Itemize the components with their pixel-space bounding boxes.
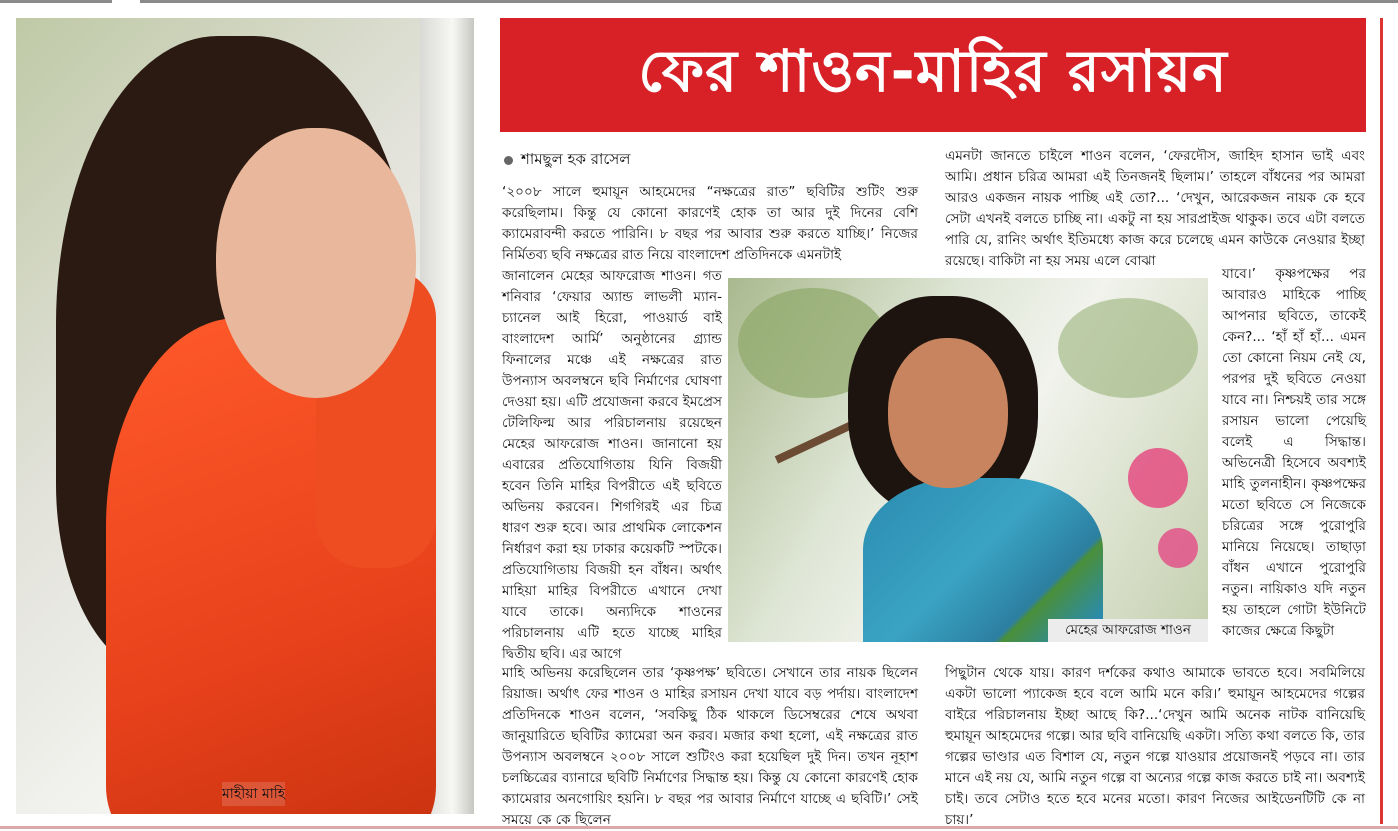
photo-flower — [1128, 448, 1188, 508]
top-rule-left — [0, 0, 112, 3]
article-paragraph-4: এমনটা জানতে চাইলে শাওন বলেন, ‘ফেরদৌস, জাহিদ হাসান ভাই এবং আমি। প্রধান চরিত্র আমরা এই তিনজনই ছিলাম।’ তাহলে বাঁধনের পর আমরা আরও একজন নায়ক পাচ্ছি এই তো?... ‘দেখুন, আরেকজন নায়ক কে হবে সেটা এখনই বলতে চাচ্ছি না। একটু না হয় সারপ্রাইজ থাকুক। তবে এটা বলতে পারি যে, রানিং অর্থাৎ ইতিমধ্যে কাজ করে চলেছে এমন কাউকে নেওয়ার ইচ্ছা রয়েছে। বাকিটা না হয় সময় এলে বোঝা — [945, 148, 1365, 269]
right-margin-rule — [1380, 18, 1383, 824]
photo-face — [888, 338, 1008, 488]
shaon-photo-caption: মেহের আফরোজ শাওন — [1048, 619, 1208, 642]
article-paragraph-3: মাহি অভিনয় করেছিলেন তার ‘কৃষ্ণপক্ষ’ ছবিতে। সেখানে তার নায়ক ছিলেন রিয়াজ। অর্থাৎ ফের শাওন ও মাহির রসায়ন দেখা যাবে বড় পর্দায়। বাংলাদেশ প্রতিদিনকে শাওন বলেন, ‘সবকিছু ঠিক থাকলে ডিসেম্বরের শেষে অথবা জানুয়ারিতে ছবিটির ক্যামেরা অন করব। মজার কথা হলো, এই নক্ষত্রের রাত উপন্যাস অবলম্বনে ২০০৮ সালে শুটিংও করা হয়েছিল দুই দিন। তখন নূহাশ চলচ্চিত্রের ব্যানারে ছবিটি নির্মাণের সিদ্ধান্ত হয়। কিন্তু যে কোনো কারণেই হোক ক্যামেরার অনগোয়িং হয়নি। ৮ বছর পর আবার নির্মাণে যাচ্ছে এ ছবিটি।’ সেই সময়ে কে কে ছিলেন — [502, 665, 918, 828]
mahi-photo-caption: মাহীয়া মাহি — [222, 782, 285, 806]
article-paragraph-5: যাবে।’ কৃষ্ণপক্ষের পর আবারও মাহিকে পাচ্ছি আপনার ছবিতে, তাকেই কেন?... ‘হাঁ হাঁ হাঁ... এমন তো কোনো নিয়ম নেই যে, পরপর দুই ছবিতে নেওয়া যাবে না। নিশ্চয়ই তার সঙ্গে রসায়ন ভালো পেয়েছি বলেই এ সিদ্ধান্ত। অভিনেত্রী হিসেবে অবশ্যই মাহি তুলনাহীন। কৃষ্ণপক্ষের মতো ছবিতে সে নিজেকে চরিত্রের সঙ্গে পুরোপুরি মানিয়ে নিয়েছে। তাছাড়া বাঁধন এখানে পুরোপুরি নতুন। নায়িকাও যদি নতুন হয় তাহলে গোটা ইউনিটে কাজের ক্ষেত্রে কিছুটা — [1222, 266, 1366, 639]
shaon-photo — [728, 278, 1208, 642]
top-rule-right — [140, 0, 1398, 3]
photo-foliage — [1058, 298, 1198, 398]
photo-face — [216, 128, 416, 398]
byline-author: শামছুল হক রাসেল — [521, 150, 631, 168]
article-paragraph-6: পিছুটান থেকে যায়। কারণ দর্শকের কথাও আমাকে ভাবতে হবে। সবমিলিয়ে একটা ভালো প্যাকেজ হবে বলে আমি মনে করি।’ হুমায়ূন আহমেদের গল্পের বাইরে পরিচালনায় ইচ্ছা আছে কি?...‘দেখুন আমি অনেক নাটক বানিয়েছি হুমায়ূন আহমেদের গল্পে। আর ছবি বানিয়েছি একটা। সত্যি কথা বলতে কি, তার গল্পের ভাণ্ডার এত বিশাল যে, নতুন গল্পে যাওয়ার প্রয়োজনই পড়বে না। তার মানে এই নয় যে, আমি নতুন গল্পে বা অন্যের গল্পে কাজ করতে চাই না। অবশ্যই চাই। তবে সেটাও হতে হবে মনের মতো। কারণ নিজের আইডেনটিটি কে না চায়।’ — [945, 665, 1365, 828]
photo-saree — [863, 478, 1103, 642]
photo-flower — [1158, 528, 1198, 568]
article-paragraph-1: ‘২০০৮ সালে হুমায়ূন আহমেদের “নক্ষত্রের রাত” ছবিটির শুটিং শুরু করেছিলাম। কিন্তু যে কোনো কারণেই হোক তা আর দুই দিনের বেশি ক্যামেরাবন্দী করতে পারিনি। ৮ বছর পর আবার শুরু করতে যাচ্ছি।’ নিজের নির্মিতব্য ছবি নক্ষত্রের রাত নিয়ে বাংলাদেশ প্রতিদিনকে এমনটাই — [502, 184, 918, 263]
article-headline: ফের শাওন-মাহির রসায়ন — [500, 18, 1366, 132]
byline — [504, 148, 630, 173]
mahi-photo — [16, 18, 474, 814]
bullet-icon — [504, 156, 513, 165]
article-paragraph-2: জানালেন মেহের আফরোজ শাওন। গত শনিবার ‘ফেয়ার অ্যান্ড লাভলী ম্যান-চ্যানেল আই হিরো, পাওয়ার্ড বাই বাংলাদেশ আর্মি’ অনুষ্ঠানের গ্র্যান্ড ফিনালের মঞ্চে এই নক্ষত্রের রাত উপন্যাস অবলম্বনে ছবি নির্মাণের ঘোষণা দেওয়া হয়। এটি প্রযোজনা করবে ইমপ্রেস টেলিফিল্ম আর পরিচালনায় রয়েছেন মেহের আফরোজ শাওন। জানানো হয় এবারের প্রতিযোগিতায় যিনি বিজয়ী হবেন তিনি মাহির বিপরীতে এই ছবিতে অভিনয় করবেন। শিগগিরই এর চিত্র ধারণ শুরু হবে। আর প্রাথমিক লোকেশন নির্ধারণ করা হয় ঢাকার কয়েকটি স্পটকে। প্রতিযোগিতায় বিজয়ী হন বাঁধন। অর্থাৎ মাহিয়া মাহির বিপরীতে এখানে দেখা যাবে তাকে। অন্যদিকে শাওনের পরিচালনায় এটি হতে যাচ্ছে মাহির দ্বিতীয় ছবি। এর আগে — [502, 268, 722, 662]
